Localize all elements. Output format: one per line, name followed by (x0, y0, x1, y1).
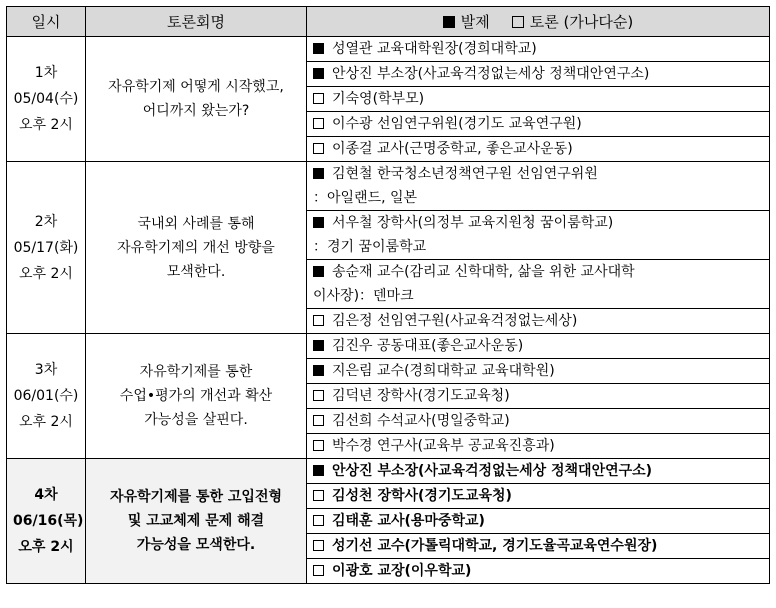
session-4-date-cell (7, 459, 86, 584)
session-3-topic-cell (86, 334, 307, 459)
session-topic-line: 자유학기제를 통한 (139, 364, 253, 380)
session-topic-line: 모색한다. (166, 263, 226, 280)
session-1-topic-cell (86, 37, 307, 162)
participant-item (307, 534, 770, 559)
session-topic-line: 자유학기제 어떻게 시작했고, (108, 79, 284, 95)
session-topic-line: 자유학기제를 통한 고입전형 (109, 489, 283, 505)
participant-text: 김태훈 교사(용마중학교) (332, 513, 485, 529)
participant-item (307, 334, 770, 359)
session-topic-line: 가능성을 모색한다. (136, 537, 256, 553)
session-topic-line: 수업•평가의 개선과 확산 (119, 388, 273, 404)
filled-square-icon (313, 465, 324, 476)
session-topic-line: 및 고교체제 문제 해결 (127, 513, 265, 529)
session-date: 05/17(화) (13, 239, 79, 256)
participant-item (307, 409, 770, 434)
empty-square-icon (313, 490, 324, 501)
header-topic: 토론회명 (86, 7, 307, 37)
filled-square-icon (313, 365, 324, 376)
empty-square-icon (313, 315, 324, 326)
session-round: 3차 (34, 362, 58, 378)
participant-item (307, 87, 770, 112)
participant-text: 박수경 연구사(교육부 공교육진흥과) (332, 438, 555, 454)
session-topic-line: 가능성을 살핀다. (144, 412, 248, 428)
filled-square-icon (313, 217, 324, 228)
participant-text: 이종걸 교사(근명중학교, 좋은교사운동) (332, 141, 573, 157)
participant-text: 김덕년 장학사(경기도교육청) (332, 388, 510, 404)
session-date: 06/01(수) (13, 388, 79, 404)
participant-item (307, 309, 770, 334)
filled-square-icon (313, 266, 324, 277)
participant-item (307, 509, 770, 534)
participant-item (307, 434, 770, 459)
participant-item (307, 559, 770, 584)
session-1-row (7, 37, 770, 62)
participant-item (307, 484, 770, 509)
session-time: 오후 2시 (18, 539, 74, 555)
participant-text: 지은림 교수(경희대학교 교육대학원) (332, 363, 555, 379)
participant-text: 성열관 교육대학원장(경희대학교) (332, 41, 537, 57)
empty-square-icon (313, 440, 324, 451)
session-4-topic-cell (86, 459, 307, 584)
participant-item (307, 137, 770, 162)
participant-text: 송순재 교수(감리교 신학대학, 삶을 위한 교사대학 (332, 264, 635, 280)
session-date: 05/04(수) (13, 91, 79, 107)
empty-square-icon (313, 565, 324, 576)
participant-item (307, 112, 770, 137)
participant-item (307, 459, 770, 484)
participant-subtext: ：아일랜드, 일본 (313, 190, 418, 206)
participant-subtext: 이사장)：덴마크 (313, 288, 414, 304)
header-participants (307, 7, 770, 37)
participant-item (307, 359, 770, 384)
participant-text: 서우철 장학사(의정부 교육지원청 꿈이룸학교) (332, 215, 614, 231)
participant-item (307, 62, 770, 87)
session-4-row (7, 459, 770, 484)
schedule-table (6, 6, 770, 584)
participant-subtext: ：경기 꿈이룸학교 (313, 239, 427, 255)
session-round: 4차 (34, 487, 58, 503)
participant-text: 이수광 선임연구위원(경기도 교육연구원) (332, 116, 582, 132)
participant-text: 김현철 한국청소년정책연구원 선임연구위원 (332, 166, 598, 182)
participant-text: 안상진 부소장(사교육걱정없는세상 정책대안연구소) (332, 463, 653, 479)
session-topic-line: 어디까지 왔는가? (142, 103, 250, 119)
empty-square-icon (512, 16, 524, 28)
header-presenter-label: 발제 (460, 13, 490, 31)
empty-square-icon (313, 93, 324, 104)
filled-square-icon (313, 168, 324, 179)
session-topic-line: 국내외 사례를 통해 (137, 215, 255, 232)
filled-square-icon (313, 68, 324, 79)
session-2-date-cell (7, 162, 86, 334)
session-round: 2차 (34, 213, 58, 230)
participant-text: 이광호 교장(이우학교) (332, 563, 472, 579)
header-row (7, 7, 770, 37)
participant-item (307, 37, 770, 62)
participant-item (307, 384, 770, 409)
participant-text: 김선희 수석교사(명일중학교) (332, 413, 510, 429)
filled-square-icon (443, 16, 455, 28)
empty-square-icon (313, 390, 324, 401)
participant-item (307, 260, 770, 309)
participant-text: 안상진 부소장(사교육걱정없는세상 정책대안연구소) (332, 66, 650, 82)
session-3-date-cell (7, 334, 86, 459)
participant-item (307, 211, 770, 260)
session-2-row (7, 162, 770, 211)
session-time: 오후 2시 (19, 265, 73, 282)
header-date: 일시 (7, 7, 86, 37)
session-1-date-cell (7, 37, 86, 162)
header-discussant-label: 토론 (가나다순) (529, 13, 634, 31)
participant-text: 기숙영(학부모) (332, 91, 425, 107)
participant-item (307, 162, 770, 211)
participant-text: 김진우 공동대표(좋은교사운동) (332, 338, 524, 354)
session-2-topic-cell (86, 162, 307, 334)
participant-text: 성기선 교수(가톨릭대학교, 경기도율곡교육연수원장) (332, 538, 658, 554)
session-topic-line: 자유학기제의 개선 방향을 (117, 239, 275, 256)
session-time: 오후 2시 (19, 117, 73, 133)
session-3-row (7, 334, 770, 359)
empty-square-icon (313, 143, 324, 154)
session-time: 오후 2시 (19, 414, 73, 430)
filled-square-icon (313, 43, 324, 54)
empty-square-icon (313, 415, 324, 426)
filled-square-icon (313, 340, 324, 351)
session-round: 1차 (34, 65, 58, 81)
participant-text: 김은정 선임연구원(사교육걱정없는세상) (332, 313, 578, 329)
empty-square-icon (313, 118, 324, 129)
participant-text: 김성천 장학사(경기도교육청) (332, 488, 512, 504)
empty-square-icon (313, 515, 324, 526)
session-date: 06/16(목) (13, 513, 84, 529)
empty-square-icon (313, 540, 324, 551)
